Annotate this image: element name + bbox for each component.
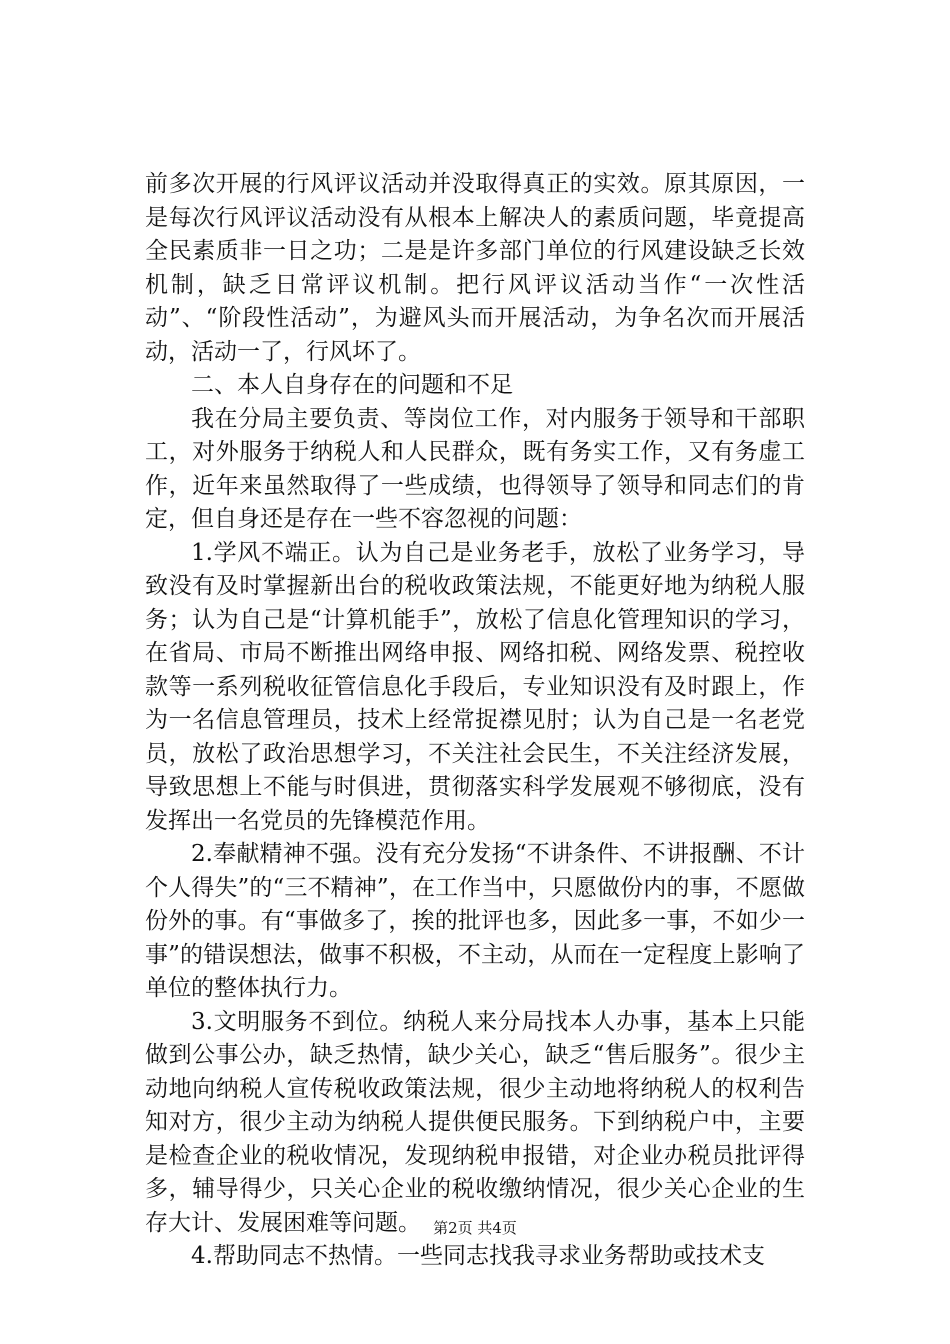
paragraph-item-3: 3.文明服务不到位。纳税人来分局找本人办事，基本上只能做到公事公办，缺乏热情，缺少关心，缺乏“售后服务”。很少主动地向纳税人宣传税收政策法规，很少主动地将纳税人的权利告知对方，很少主动为纳税人提供便民服务。下到纳税户中，主要是检查企业的税收情况，发现纳税申报错，对企业办税员批评得多，辅导得少，只关心企业的税收缴纳情况，很少关心企业的生存大计、发展困难等问题。 — [145, 1008, 805, 1236]
section-heading: 二、本人自身存在的问题和不足 — [191, 372, 513, 398]
paragraph-continuation: 前多次开展的行风评议活动并没取得真正的实效。原其原因，一是每次行风评议活动没有从根本上解决人的素质问题，毕竟提高全民素质非一日之功；二是是许多部门单位的行风建设缺乏长效机制，缺乏日常评议机制。把行风评议活动当作“一次性活动”、“阶段性活动”，为避风头而开展活动，为争名次而开展活动，活动一了，行风坏了。 — [145, 171, 805, 365]
page-number-footer: 第2页 共4页 — [433, 1219, 517, 1237]
paragraph-item-2: 2.奉献精神不强。没有充分发扬“不讲条件、不讲报酬、不计个人得失”的“三不精神”，在工作当中，只愿做份内的事，不愿做份外的事。有“事做多了，挨的批评也多，因此多一事，不如少一事”的错误想法，做事不积极，不主动，从而在一定程度上影响了单位的整体执行力。 — [145, 841, 805, 1001]
paragraph-item-1: 1.学风不端正。认为自己是业务老手，放松了业务学习，导致没有及时掌握新出台的税收政策法规，不能更好地为纳税人服务；认为自己是“计算机能手”，放松了信息化管理知识的学习，在省局、市局不断推出网络申报、网络扣税、网络发票、税控收款等一系列税收征管信息化手段后，专业知识没有及时跟上，作为一名信息管理员，技术上经常捉襟见肘；认为自己是一名老党员，放松了政治思想学习，不关注社会民生，不关注经济发展，导致思想上不能与时俱进，贯彻落实科学发展观不够彻底，没有发挥出一名党员的先锋模范作用。 — [145, 539, 805, 834]
paragraph-intro: 我在分局主要负责、等岗位工作，对内服务于领导和干部职工，对外服务于纳税人和人民群众，既有务实工作，又有务虚工作，近年来虽然取得了一些成绩，也得领导了领导和同志们的肯定，但自身还是存在一些不容忽视的问题： — [145, 405, 805, 532]
paragraph-item-4: 4.帮助同志不热情。一些同志找我寻求业务帮助或技术支 — [191, 1243, 765, 1269]
document-body — [145, 168, 805, 1274]
